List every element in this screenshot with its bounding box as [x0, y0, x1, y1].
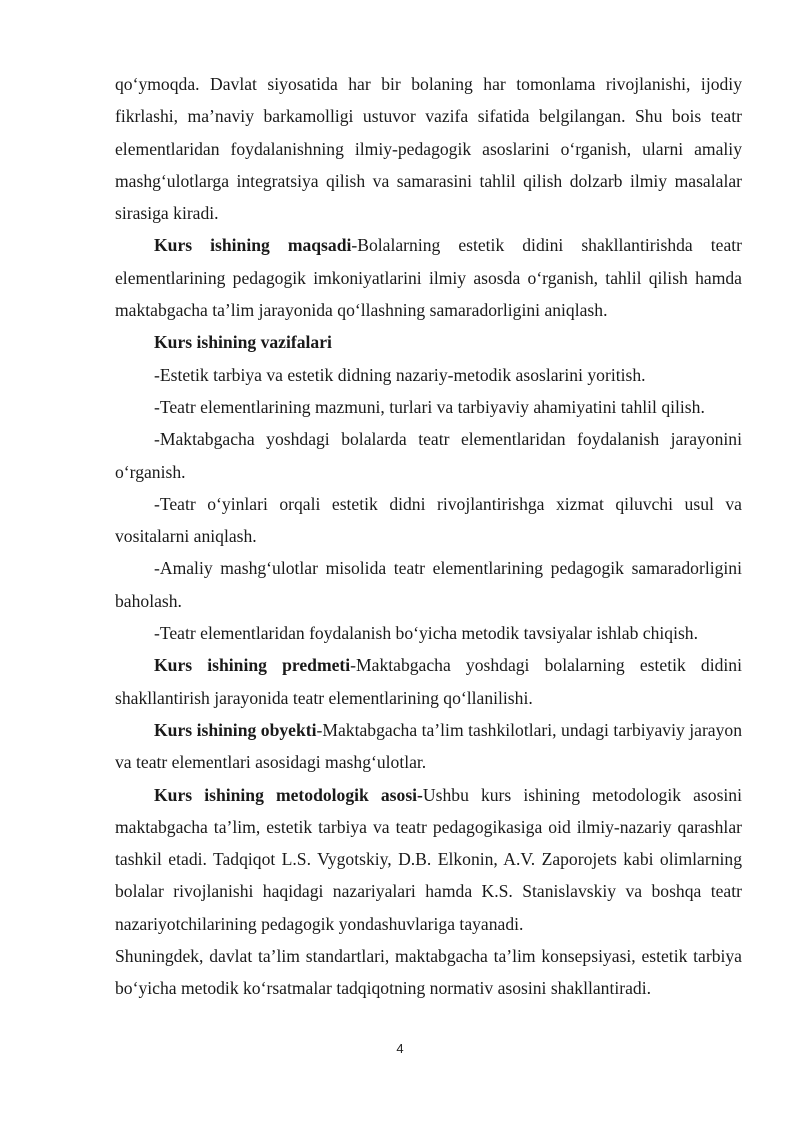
predmet-text: -Maktabgacha yoshdagi bolalarning estetik didini shakllantirish jarayonida teatr elementlarining qo‘llanilishi. — [115, 655, 742, 708]
metodologiya-text: Ushbu kurs ishining metodologik asosini maktabgacha ta’lim, estetik tarbiya va teatr pedagogikasiga oid ilmiy-nazariy qarashlar tashkil etadi. Tadqiqot L.S. Vygotskiy, D.B. Elkonin, A.V. Zaporojets kabi olimlarning bolalar rivojlanishi haqidagi nazariyalari hamda K.S. Stanislavskiy va boshqa teatr nazariyotchilarining pedagogik yondashuvlariga tayanadi. — [115, 784, 742, 934]
predmet-label: Kurs ishining predmeti — [154, 655, 351, 676]
predmet-paragraph — [115, 649, 742, 714]
task-item: -Teatr elementlaridan foydalanish bo‘yicha metodik tavsiyalar ishlab chiqish. — [154, 623, 698, 644]
page-number: 4 — [396, 1041, 404, 1056]
maqsad-text: -Bolalarning estetik didini shakllantirishda teatr elementlarining pedagogik imkoniyatlarini ilmiy asosda o‘rganish, tahlil qilish hamda maktabgacha ta’lim jarayonida qo‘llashning samaradorligini aniqlash. — [115, 235, 742, 321]
task-item: -Amaliy mashg‘ulotlar misolida teatr elementlarining pedagogik samaradorligini baholash. — [115, 558, 742, 611]
page-content — [115, 68, 742, 1005]
obyekt-paragraph — [115, 714, 742, 779]
vazifalar-heading: Kurs ishining vazifalari — [154, 332, 332, 353]
maqsad-paragraph — [115, 229, 742, 326]
task-item: -Maktabgacha yoshdagi bolalarda teatr elementlaridan foydalanish jarayonini o‘rganish. — [115, 429, 742, 482]
task-item: -Teatr o‘yinlari orqali estetik didni rivojlantirishga xizmat qiluvchi usul va vositalarni aniqlash. — [115, 493, 742, 547]
obyekt-text: -Maktabgacha ta’lim tashkilotlari, undagi tarbiyaviy jarayon va teatr elementlari asosidagi mashg‘ulotlar. — [115, 719, 742, 773]
task-item: -Teatr elementlarining mazmuni, turlari va tarbiyaviy ahamiyatini tahlil qilish. — [154, 396, 705, 417]
intro-paragraph: qo‘ymoqda. Davlat siyosatida har bir bolaning har tomonlama rivojlanishi, ijodiy fikrlashi, ma’naviy barkamolligi ustuvor vazifa sifatida belgilangan. Shu bois teatr elementlaridan foydalanishning ilmiy-pedagogik asoslarini o‘rganish, ularni amaliy mashg‘ulotlarga integratsiya qilish va samarasini tahlil qilish dolzarb ilmiy masalalar sirasiga kiradi. — [115, 74, 742, 224]
task-item: -Estetik tarbiya va estetik didning nazariy-metodik asoslarini yoritish. — [154, 364, 646, 385]
closing-paragraph: Shuningdek, davlat ta’lim standartlari, maktabgacha ta’lim konsepsiyasi, estetik tarbiya bo‘yicha metodik ko‘rsatmalar tadqiqotning normativ asosini shakllantiradi. — [115, 946, 742, 999]
maqsad-label: Kurs ishining maqsadi — [154, 235, 352, 256]
obyekt-label: Kurs ishining obyekti — [154, 719, 317, 740]
metodologiya-label: Kurs ishining metodologik asosi- — [154, 784, 423, 805]
metodologiya-paragraph — [115, 779, 742, 940]
